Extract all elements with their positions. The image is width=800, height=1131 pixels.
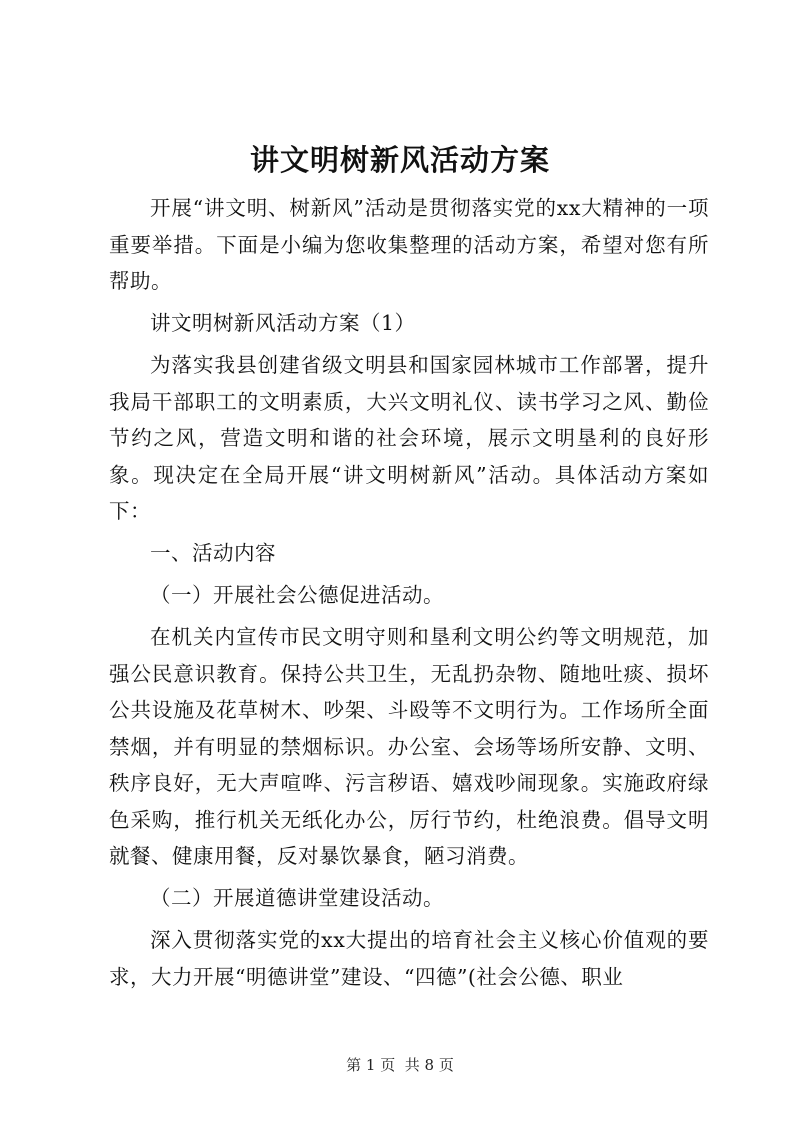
intro-paragraph: 开展“讲文明、树新风”活动是贯彻落实党的xx大精神的一项重要举措。下面是小编为您收集整理的活动方案，希望对您有所帮助。: [109, 196, 709, 293]
page-number-label: 第 1 页 共 8 页: [346, 1056, 454, 1074]
section-heading-activity-content: 一、活动内容: [150, 541, 276, 565]
plan-heading: 讲文明树新风活动方案（1）: [150, 311, 416, 335]
document-title: 讲文明树新风活动方案: [249, 143, 550, 177]
page-footer: [0, 1055, 800, 1075]
purpose-paragraph: 为落实我县创建省级文明县和国家园林城市工作部署，提升我局干部职工的文明素质，大兴文明礼仪、读书学习之风、勤俭节约之风，营造文明和谐的社会环境，展示文明垦利的良好形象。现决定在全局开展“讲文明树新风”活动。具体活动方案如下：: [109, 353, 709, 523]
moral-lecture-paragraph: 深入贯彻落实党的xx大提出的培育社会主义核心价值观的要求，大力开展“明德讲堂”建设、“四德”(社会公德、职业: [109, 928, 709, 989]
subsection-heading-social-morality: （一）开展社会公德促进活动。: [150, 583, 444, 607]
subsection-heading-moral-lecture: （二）开展道德讲堂建设活动。: [150, 886, 444, 910]
document-body: [109, 190, 709, 1001]
social-morality-paragraph: 在机关内宣传市民文明守则和垦利文明公约等文明规范，加强公民意识教育。保持公共卫生，无乱扔杂物、随地吐痰、损坏公共设施及花草树木、吵架、斗殴等不文明行为。工作场所全面禁烟，并有明显的禁烟标识。办公室、会场等场所安静、文明、秩序良好，无大声喧哗、污言秽语、嬉戏吵闹现象。实施政府绿色采购，推行机关无纸化办公，厉行节约，杜绝浪费。倡导文明就餐、健康用餐，反对暴饮暴食，陋习消费。: [109, 625, 709, 868]
